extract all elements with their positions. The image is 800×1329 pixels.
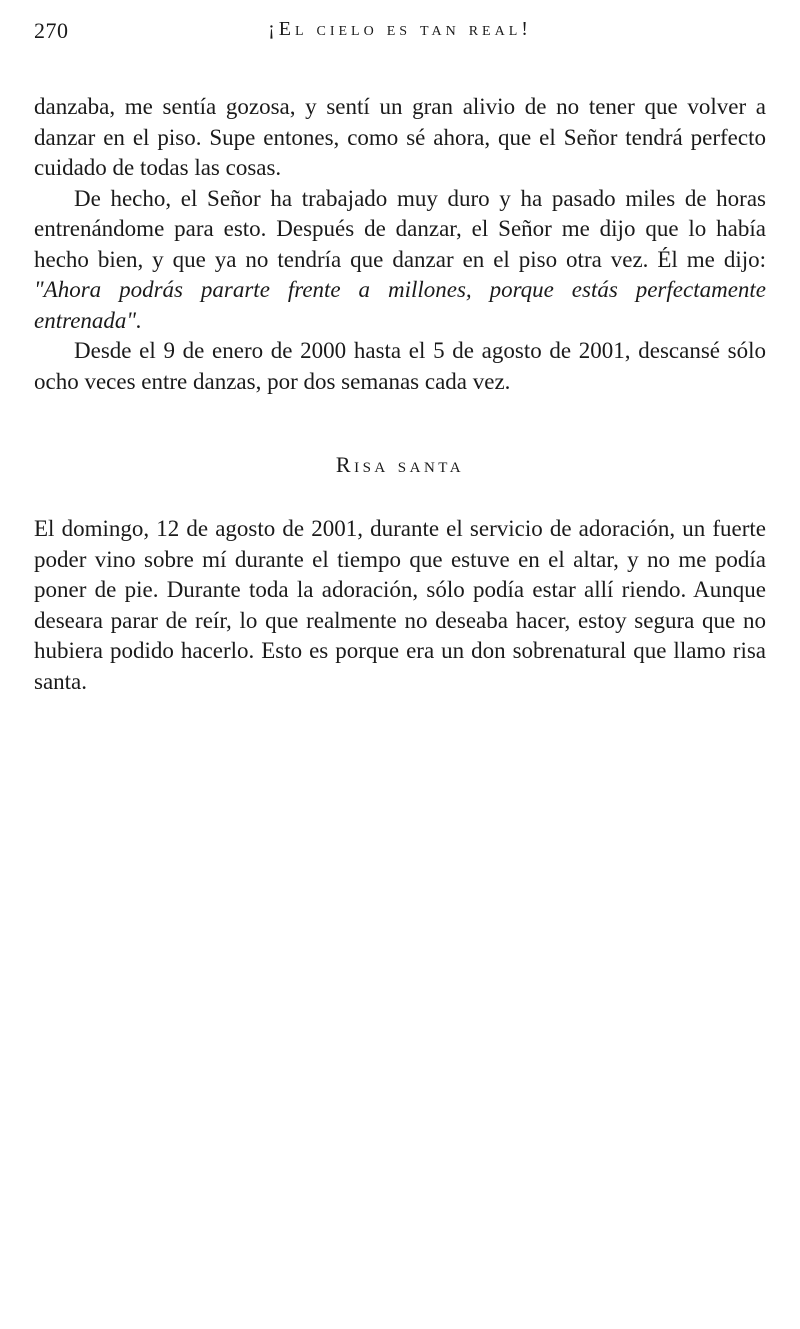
paragraph: Desde el 9 de enero de 2000 hasta el 5 de agosto de 2001, descansé sólo ocho veces entre danzas, por dos semanas cada vez. — [34, 338, 766, 394]
quoted-speech: "Ahora podrás pararte frente a millones, porque estás perfectamente entrenada". — [34, 277, 766, 333]
running-title: ¡El cielo es tan real! — [268, 18, 532, 40]
body-text-before-section — [34, 92, 766, 397]
paragraph — [34, 184, 766, 337]
page-header — [34, 18, 766, 48]
paragraph: danzaba, me sentía gozosa, y sentí un gran alivio de no tener que volver a danzar en el piso. Supe entones, como sé ahora, que el Señor tendrá perfecto cuidado de todas las cosas. — [34, 94, 766, 180]
paragraph-text: De hecho, el Señor ha trabajado muy duro y ha pasado miles de horas entrenándome para esto. Después de danzar, el Señor me dijo que lo había hecho bien, y que ya no tendría que danzar en el piso otra vez. Él me dijo: — [34, 185, 766, 272]
page-number: 270 — [34, 18, 69, 43]
paragraph: El domingo, 12 de agosto de 2001, durante el servicio de adoración, un fuerte poder vino sobre mí durante el tiempo que estuve en el altar, y no me podía poner de pie. Durante toda la adoración, sólo podía estar allí riendo. Aunque deseara parar de reír, lo que realmente no deseaba hacer, estoy segura que no hubiera podido hacerlo. Esto es porque era un don sobrenatural que llamo risa santa. — [34, 516, 766, 694]
body-text-section — [34, 514, 766, 697]
section-heading: Risa santa — [335, 452, 465, 477]
